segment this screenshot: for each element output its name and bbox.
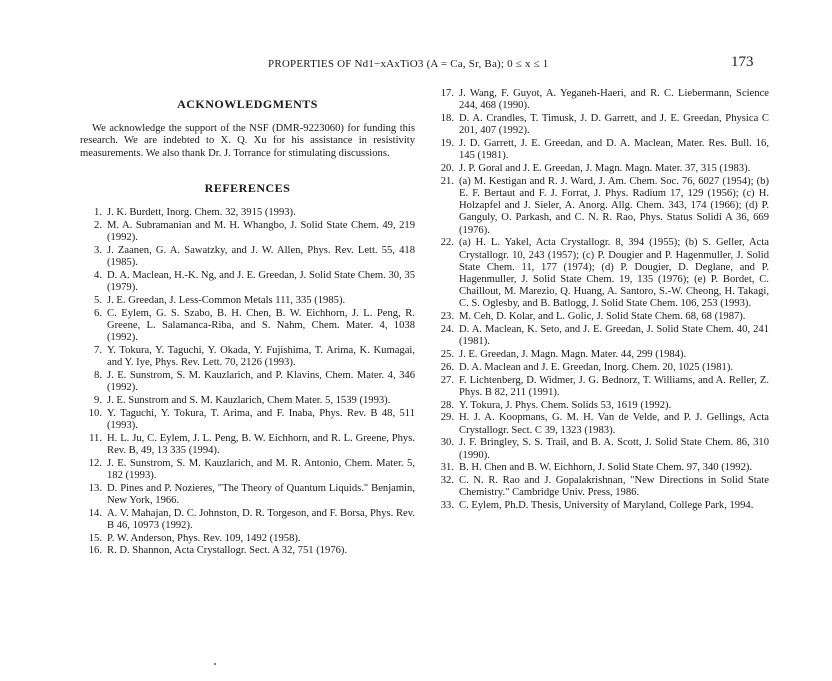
reference-item bbox=[80, 370, 415, 394]
reference-item bbox=[432, 311, 769, 323]
reference-text: (a) M. Kestigan and R. J. Ward, J. Am. Chem. Soc. 76, 6027 (1954); (b) E. F. Bertaut and F. J. Forrat, J. Phys. Radium 17, 129 (1956); (c) H. Holzapfel and J. Sieler, A. Anorg. Allg. Chem. 343, 174 (1966); (d) P. Ganguly, O. Parkash, and C. N. R. Rao, Phys. Status Solidi A 36, 669 (1976). bbox=[459, 175, 769, 236]
reference-text: J. Zaanen, G. A. Sawatzky, and J. W. Allen, Phys. Rev. Lett. 55, 418 (1985). bbox=[107, 244, 415, 269]
reference-number: 5. bbox=[94, 294, 102, 306]
reference-item bbox=[80, 270, 415, 294]
reference-text: J. E. Sunstrom, S. M. Kauzlarich, and P. Klavins, Chem. Mater. 4, 346 (1992). bbox=[107, 369, 415, 394]
reference-item bbox=[80, 545, 415, 557]
references-heading: REFERENCES bbox=[204, 180, 291, 195]
reference-text: D. Pines and P. Nozieres, "The Theory of Quantum Liquids." Benjamin, New York, 1966. bbox=[107, 482, 415, 506]
reference-text: H. L. Ju, C. Eylem, J. L. Peng, B. W. Eichhorn, and R. L. Greene, Phys. Rev. B, 49, 13 335 (1994). bbox=[107, 432, 415, 456]
reference-item bbox=[432, 462, 769, 474]
reference-number: 4. bbox=[94, 269, 102, 281]
reference-item bbox=[80, 458, 415, 482]
reference-item bbox=[80, 408, 415, 432]
reference-number: 25. bbox=[440, 349, 454, 361]
reference-number: 18. bbox=[440, 113, 454, 124]
reference-number: 7. bbox=[94, 344, 102, 356]
page-number: 173 bbox=[731, 54, 754, 70]
acknowledgments-heading: ACKNOWLEDGMENTS bbox=[177, 97, 318, 111]
reference-text: D. A. Maclean, K. Seto, and J. E. Greedan, J. Solid State Chem. 40, 241 (1981). bbox=[459, 324, 769, 348]
reference-item bbox=[432, 176, 769, 237]
reference-number: 24. bbox=[440, 324, 454, 336]
reference-text: M. Ceh, D. Kolar, and L. Golic, J. Solid State Chem. 68, 68 (1987). bbox=[459, 311, 746, 323]
reference-number: 14. bbox=[88, 507, 102, 519]
reference-text: C. Eylem, G. S. Szabo, B. H. Chen, B. W. Eichhorn, J. L. Peng, R. Greene, L. Salamanca-Riba, and S. Nahm, Chem. Mater. 4, 1038 (1992). bbox=[107, 307, 415, 344]
reference-number: 11. bbox=[89, 432, 102, 444]
reference-item bbox=[80, 308, 415, 345]
reference-text: J. P. Goral and J. E. Greedan, J. Magn. Magn. Mater. 37, 315 (1983). bbox=[459, 163, 751, 174]
reference-item bbox=[80, 508, 415, 532]
reference-number: 13. bbox=[88, 482, 102, 494]
reference-item bbox=[80, 295, 415, 307]
reference-text: D. A. Crandles, T. Timusk, J. D. Garrett, and J. E. Greedan, Physica C 201, 407 (1992). bbox=[459, 113, 769, 137]
reference-text: D. A. Maclean and J. E. Greedan, Inorg. Chem. 20, 1025 (1981). bbox=[459, 361, 734, 373]
reference-item bbox=[432, 362, 769, 374]
reference-number: 19. bbox=[440, 138, 454, 149]
reference-text: C. N. R. Rao and J. Gopalakrishnan, "New Directions in Solid State Chemistry." Cambridge Univ. Press, 1986. bbox=[459, 475, 769, 499]
reference-item bbox=[80, 345, 415, 369]
reference-item bbox=[432, 412, 769, 436]
reference-text: (a) H. L. Yakel, Acta Crystallogr. 8, 394 (1955); (b) S. Geller, Acta Crystallogr. 10, 243 (1957); (c) P. Dougier and P. Hagenmuller, J. Solid State Chem. 11, 177 (1974); (d) P. Dougier, D. Deglane, and P. Hagenmuller, J. Solid State Chem. 19, 135 (1976); (e) P. Bordet, C. Chaillout, M. Marezio, Q. Huang, A. Santoro, S.-W. Cheong, H. Takagi, C. S. Oglesby, and B. Batlogg, J. Solid State Chem. 106, 253 (1993). bbox=[459, 237, 769, 310]
reference-item bbox=[432, 400, 769, 412]
page-speck bbox=[214, 663, 216, 665]
reference-item bbox=[80, 220, 415, 244]
reference-text: C. Eylem, Ph.D. Thesis, University of Maryland, College Park, 1994. bbox=[459, 500, 754, 512]
reference-text: Y. Tokura, Y. Taguchi, Y. Okada, Y. Fujishima, T. Arima, K. Kumagai, and Y. Iye, Phys. Rev. Lett. 70, 2126 (1993). bbox=[107, 344, 415, 369]
reference-number: 1. bbox=[94, 207, 102, 219]
reference-text: J. K. Burdett, Inorg. Chem. 32, 3915 (1993). bbox=[107, 207, 296, 219]
reference-text: R. D. Shannon, Acta Crystallogr. Sect. A 32, 751 (1976). bbox=[107, 545, 348, 557]
reference-item bbox=[80, 207, 415, 219]
reference-number: 20. bbox=[440, 163, 454, 174]
reference-number: 6. bbox=[94, 307, 102, 319]
references-list-right bbox=[432, 88, 769, 512]
reference-item bbox=[80, 395, 415, 407]
reference-text: H. J. A. Koopmans, G. M. H. Van de Velde, and P. J. Gellings, Acta Crystallogr. Sect. C 39, 1323 (1983). bbox=[459, 412, 769, 436]
reference-number: 33. bbox=[440, 500, 454, 512]
reference-item bbox=[432, 163, 769, 175]
reference-text: J. E. Greedan, J. Magn. Magn. Mater. 44, 299 (1984). bbox=[459, 349, 687, 361]
reference-text: J. Wang, F. Guyot, A. Yeganeh-Haeri, and R. C. Liebermann, Science 244, 468 (1990). bbox=[459, 88, 769, 112]
reference-item bbox=[80, 433, 415, 457]
references-list-left bbox=[80, 207, 415, 558]
reference-item bbox=[80, 483, 415, 507]
reference-item bbox=[432, 500, 769, 512]
reference-text: Y. Tokura, J. Phys. Chem. Solids 53, 1619 (1992). bbox=[459, 399, 672, 411]
reference-item bbox=[432, 88, 769, 112]
reference-text: F. Lichtenberg, D. Widmer, J. G. Bednorz, T. Williams, and A. Reller, Z. Phys. B 82, 211 (1991). bbox=[459, 374, 769, 398]
reference-number: 27. bbox=[440, 374, 454, 386]
reference-text: B. H. Chen and B. W. Eichhorn, J. Solid State Chem. 97, 340 (1992). bbox=[459, 462, 753, 474]
reference-item bbox=[432, 113, 769, 137]
reference-number: 16. bbox=[88, 545, 102, 557]
reference-item bbox=[80, 245, 415, 269]
reference-item bbox=[432, 324, 769, 348]
reference-number: 21. bbox=[440, 175, 454, 187]
left-column bbox=[80, 88, 415, 558]
reference-item bbox=[80, 533, 415, 545]
reference-number: 30. bbox=[440, 437, 454, 449]
running-header: PROPERTIES OF Nd1−xAxTiO3 (A = Ca, Sr, Ba); 0 ≤ x ≤ 1 bbox=[268, 58, 549, 70]
reference-number: 15. bbox=[88, 532, 102, 544]
reference-number: 22. bbox=[440, 237, 454, 249]
reference-number: 32. bbox=[440, 475, 454, 487]
reference-text: P. W. Anderson, Phys. Rev. 109, 1492 (1958). bbox=[107, 532, 301, 544]
reference-text: J. E. Sunstrom, S. M. Kauzlarich, and M. R. Antonio, Chem. Mater. 5, 182 (1993). bbox=[107, 457, 415, 481]
acknowledgments-text: We acknowledge the support of the NSF (DMR-9223060) for funding this research. We are indebted to X. Q. Xu for his assistance in resistivity measurements. We also thank Dr. J. Torrance for stimulating discussions. bbox=[80, 123, 415, 159]
reference-text: Y. Taguchi, Y. Tokura, T. Arima, and F. Inaba, Phys. Rev. B 48, 511 (1993). bbox=[107, 407, 415, 431]
reference-number: 26. bbox=[440, 361, 454, 373]
reference-text: J. E. Sunstrom and S. M. Kauzlarich, Chem Mater. 5, 1539 (1993). bbox=[107, 394, 391, 406]
reference-text: D. A. Maclean, H.-K. Ng, and J. E. Greedan, J. Solid State Chem. 30, 35 (1979). bbox=[107, 269, 415, 294]
reference-text: A. V. Mahajan, D. C. Johnston, D. R. Torgeson, and F. Borsa, Phys. Rev. B 46, 10973 (1992). bbox=[107, 507, 415, 531]
reference-text: J. E. Greedan, J. Less-Common Metals 111, 335 (1985). bbox=[107, 294, 346, 306]
reference-item bbox=[432, 437, 769, 461]
reference-item bbox=[432, 237, 769, 310]
reference-number: 9. bbox=[94, 394, 102, 406]
reference-item bbox=[432, 349, 769, 361]
reference-number: 17. bbox=[440, 88, 454, 99]
reference-item bbox=[432, 475, 769, 499]
reference-text: J. D. Garrett, J. E. Greedan, and D. A. Maclean, Mater. Res. Bull. 16, 145 (1981). bbox=[459, 138, 769, 162]
reference-number: 10. bbox=[88, 407, 102, 419]
reference-number: 3. bbox=[94, 244, 102, 256]
reference-number: 8. bbox=[94, 369, 102, 381]
reference-number: 2. bbox=[94, 219, 102, 231]
reference-item bbox=[432, 138, 769, 162]
reference-text: M. A. Subramanian and M. H. Whangbo, J. Solid State Chem. 49, 219 (1992). bbox=[107, 219, 415, 244]
right-column bbox=[432, 88, 769, 513]
reference-number: 23. bbox=[440, 311, 454, 323]
reference-number: 31. bbox=[440, 462, 454, 474]
reference-number: 28. bbox=[440, 399, 454, 411]
reference-text: J. F. Bringley, S. S. Trail, and B. A. Scott, J. Solid State Chem. 86, 310 (1990). bbox=[459, 437, 769, 461]
reference-number: 12. bbox=[88, 457, 102, 469]
reference-item bbox=[432, 375, 769, 399]
reference-number: 29. bbox=[440, 412, 454, 424]
